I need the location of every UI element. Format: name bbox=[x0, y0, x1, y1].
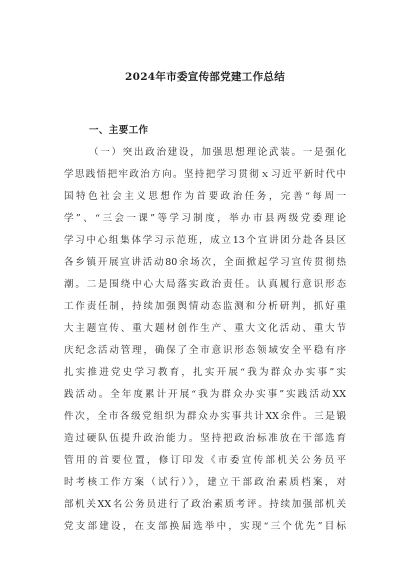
body-line: 学习中心组集体学习示范班，成立13个宣讲团分赴各县区 bbox=[64, 235, 346, 246]
body-line: 学”、“三会一课”等学习制度，举办市县两级党委理论 bbox=[64, 213, 346, 224]
body-line: 部机关XX名公务员进行了政治素质考评。持续加强部机关 bbox=[64, 499, 346, 510]
body-line: 件次，全市各级党组织为群众办实事共计XX余件。三是锻 bbox=[64, 411, 346, 422]
body-line: 庆纪念活动管理，确保了全市意识形态领域安全平稳有序 bbox=[64, 345, 346, 356]
body-line: 国特色社会主义思想作为首要政治任务，完善“每周一 bbox=[64, 191, 346, 202]
body-line: 党支部建设，在支部换届选举中，实现“三个优先”目标 bbox=[64, 521, 346, 532]
body-line: 管用的首要位置，修订印发《市委宣传部机关公务员平 bbox=[64, 455, 346, 466]
body-line: 时考核工作方案（试行）》，建立干部政治素质档案，对 bbox=[64, 477, 346, 488]
section-heading: 一、主要工作 bbox=[89, 125, 149, 136]
body-line: 践活动。全年度累计开展“我为群众办实事”实践活动XX bbox=[64, 389, 346, 400]
body-line: 大主题宣传、重大题材创作生产、重大文化活动、重大节 bbox=[64, 323, 346, 334]
body-line: 各乡镇开展宣讲活动80余场次，全面掀起学习宣传贯彻热 bbox=[64, 257, 346, 268]
body-line: （一）突出政治建设，加强思想理论武装。一是强化 bbox=[89, 147, 346, 158]
body-line: 学思践悟把牢政治方向。坚持把学习贯彻ｘ习近平新时代中 bbox=[64, 169, 346, 180]
body-line: 造过硬队伍提升政治能力。坚持把政治标准放在干部选育 bbox=[64, 433, 346, 444]
body-line: 潮。二是围绕中心大局落实政治责任。认真履行意识形态 bbox=[64, 279, 346, 290]
body-line: 扎实推进党史学习教育，扎实开展“我为群众办实事”实 bbox=[64, 367, 346, 378]
document-title: 2024年市委宣传部党建工作总结 bbox=[124, 71, 286, 83]
body-line: 工作责任制，持续加强舆情动态监测和分析研判，抓好重 bbox=[64, 301, 346, 312]
